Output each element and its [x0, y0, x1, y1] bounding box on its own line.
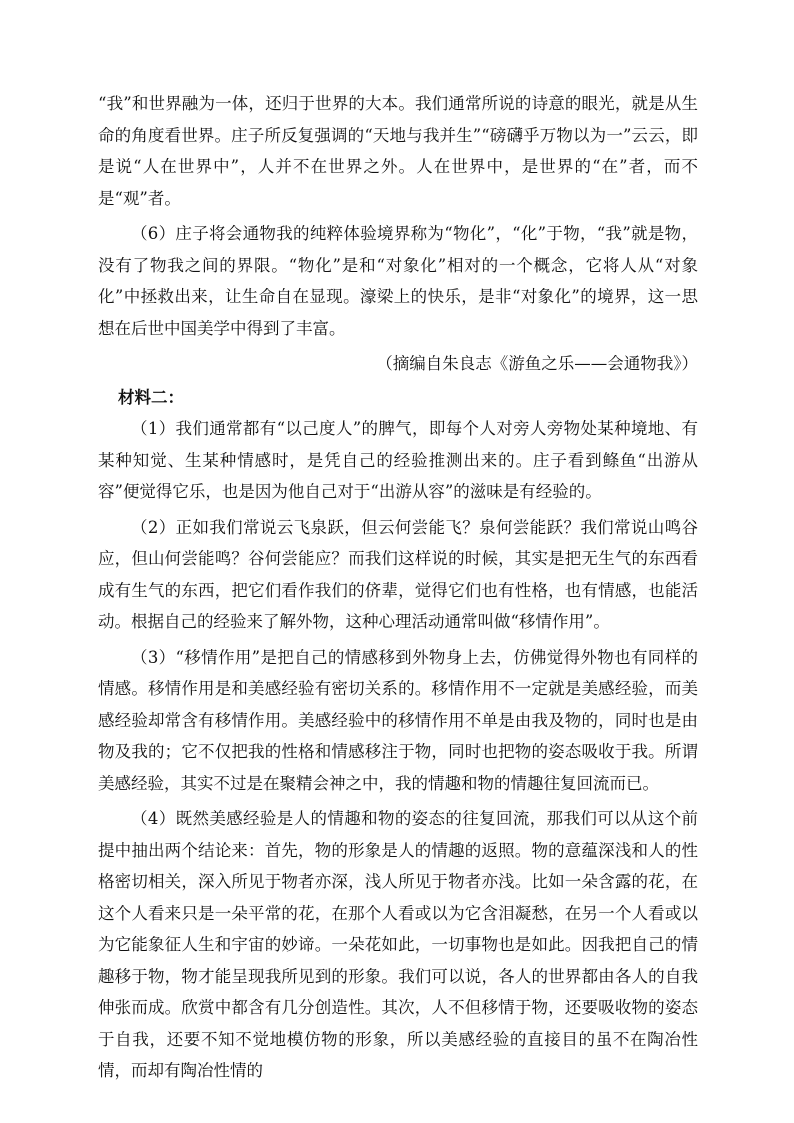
paragraph-6: （6）庄子将会通物我的纯粹体验境界称为“物化”，“化”于物，“我”就是物，没有了物我之间的界限。“物化”是和“对象化”相对的一个概念，它将人从“对象化”中拯救出来，让生命自在显现。濠梁上的快乐，是非“对象化”的境界，这一思想在后世中国美学中得到了丰富。 [98, 224, 698, 338]
source-citation: （摘编自朱良志《游鱼之乐——会通物我》） [376, 354, 698, 373]
material-two-paragraph-3: （3）“移情作用”是把自己的情感移到外物身上去，仿佛觉得外物也有同样的情感。移情作用是和美感经验有密切关系的。移情作用不一定就是美感经验，而美感经验却常含有移情作用。美感经验中的移情作用不单是由我及物的，同时也是由物及我的；它不仅把我的性格和情感移注于物，同时也把物的姿态吸收于我。所谓美感经验，其实不过是在聚精会神之中，我的情趣和物的情趣往复回流而已。 [98, 647, 698, 793]
material-two-paragraph-2: （2）正如我们常说云飞泉跃，但云何尝能飞？泉何尝能跃？我们常说山鸣谷应，但山何尝能鸣？谷何尝能应？而我们这样说的时候，其实是把无生气的东西看成有生气的东西，把它们看作我们的侪辈，觉得它们也有性格，也有情感，也能活动。根据自己的经验来了解外物，这种心理活动通常叫做“移情作用”。 [98, 517, 698, 631]
document-page [98, 88, 698, 1087]
material-two-paragraph-4: （4）既然美感经验是人的情趣和物的姿态的往复回流，那我们可以从这个前提中抽出两个结论来：首先，物的形象是人的情趣的返照。物的意蕴深浅和人的性格密切相关，深入所见于物者亦深，浅人所见于物者亦浅。比如一朵含露的花，在这个人看来只是一朵平常的花，在那个人看或以为它含泪凝愁，在另一个人看或以为它能象征人生和宇宙的妙谛。一朵花如此，一切事物也是如此。因我把自己的情趣移于物，物才能呈现我所见到的形象。我们可以说，各人的世界都由各人的自我伸张而成。欣赏中都含有几分创造性。其次，人不但移情于物，还要吸收物的姿态于自我，还要不知不觉地模仿物的形象，所以美感经验的直接目的虽不在陶冶性情，而却有陶冶性情的 [98, 809, 698, 1080]
paragraph-continuation: “我”和世界融为一体，还归于世界的大本。我们通常所说的诗意的眼光，就是从生命的角度看世界。庄子所反复强调的“天地与我并生”“磅礴乎万物以为一”云云，即是说“人在世界中”，人并不在世界之外。人在世界中，是世界的“在”者，而不是“观”者。 [98, 94, 698, 208]
material-two-heading: 材料二： [118, 387, 184, 407]
material-two-paragraph-1: （1）我们通常都有“以己度人”的脾气，即每个人对旁人旁物处某种境地、有某种知觉、生某种情感时，是凭自己的经验推测出来的。庄子看到鲦鱼“出游从容”便觉得它乐，也是因为他自己对于“出游从容”的滋味是有经验的。 [98, 419, 698, 501]
